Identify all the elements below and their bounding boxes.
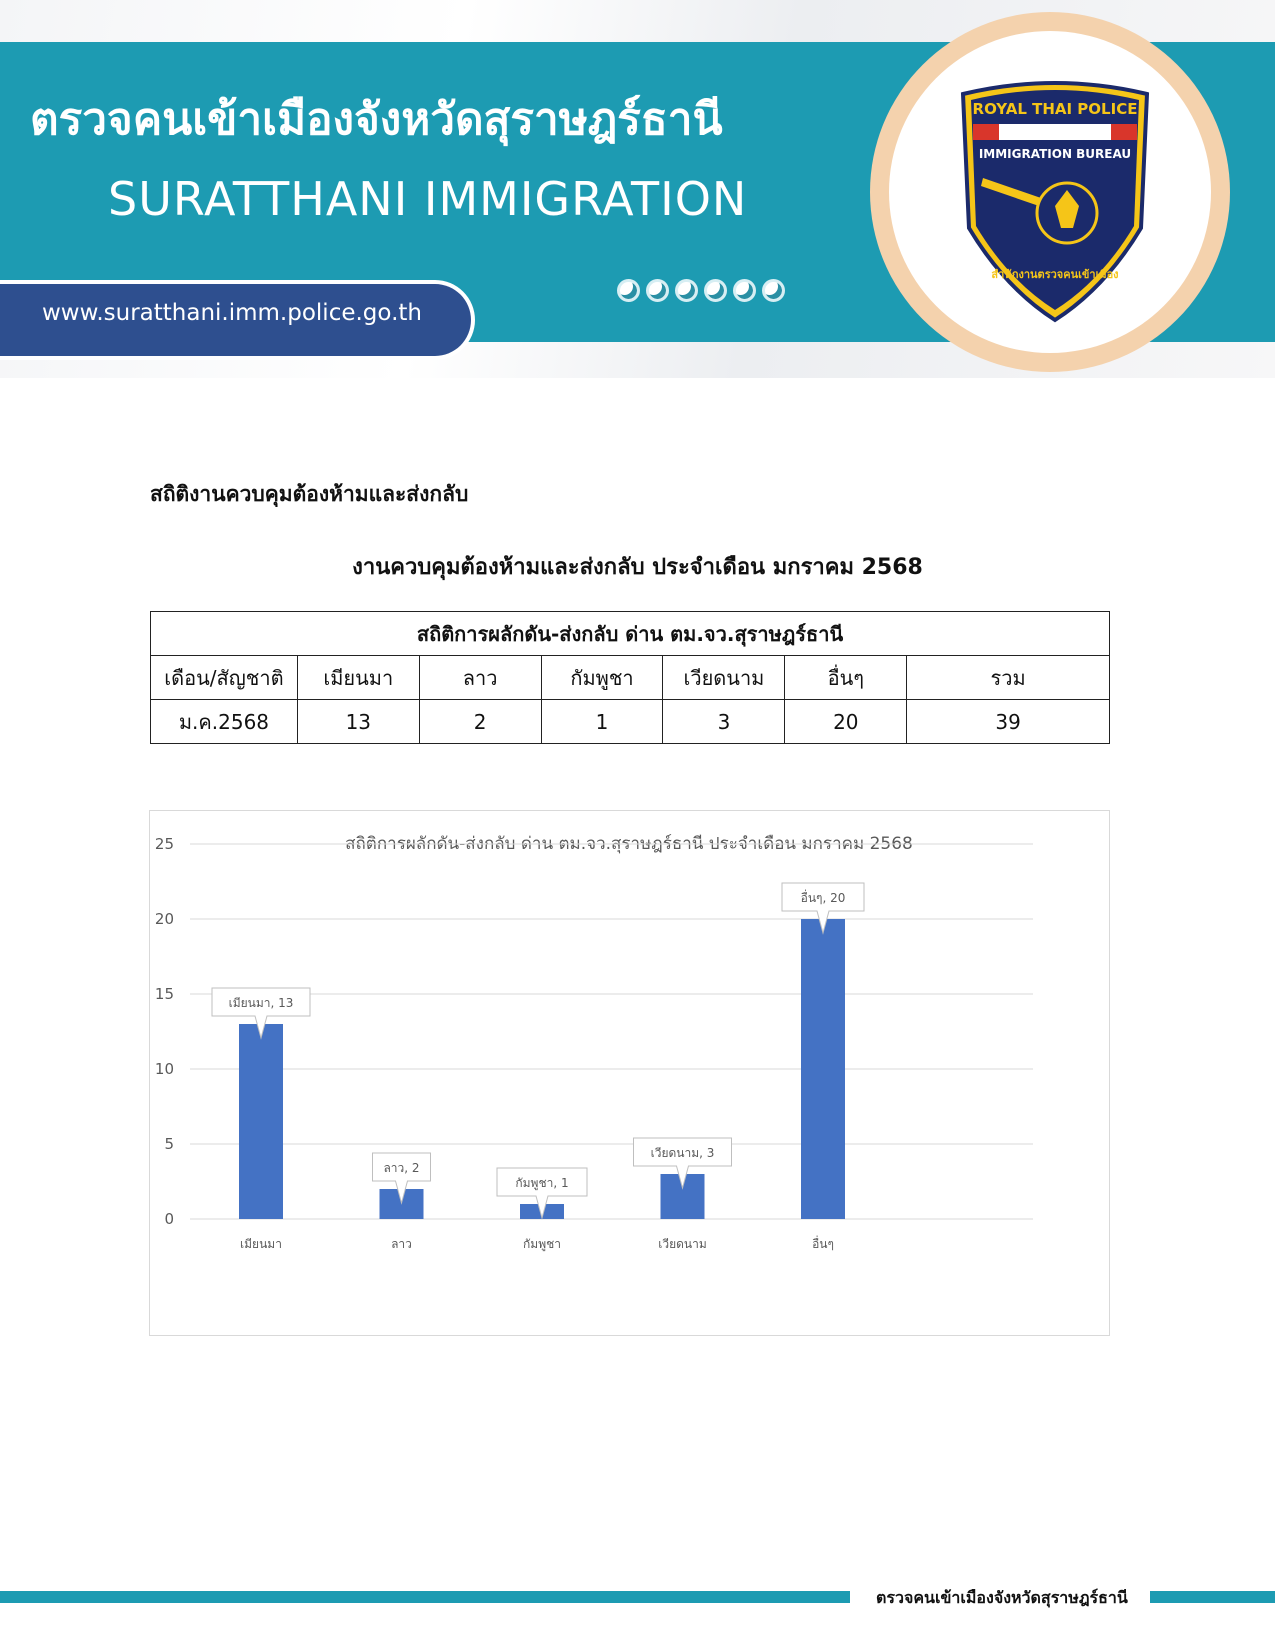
table-cell: 1 — [541, 700, 663, 744]
table-cell: 39 — [907, 700, 1110, 744]
document-subtitle: งานควบคุมต้องห้ามและส่งกลับ ประจำเดือน มกราคม 2568 — [352, 555, 923, 580]
dot-icon — [704, 279, 727, 302]
x-category-label: กัมพูชา — [523, 1237, 561, 1251]
chart-title: สถิติการผลักดัน-ส่งกลับ ด่าน ตม.จว.สุราษฎร์ธานี ประจำเดือน มกราคม 2568 — [345, 834, 913, 854]
table-cell: ม.ค.2568 — [151, 700, 298, 744]
dot-icon — [646, 279, 669, 302]
badge-top-text: ROYAL THAI POLICE — [972, 100, 1138, 118]
dot-icon — [762, 279, 785, 302]
table-caption: สถิติการผลักดัน-ส่งกลับ ด่าน ตม.จว.สุราษฎร์ธานี — [151, 612, 1110, 656]
data-label: กัมพูชา, 1 — [515, 1176, 569, 1190]
y-tick-label: 20 — [154, 910, 174, 928]
dot-icon — [675, 279, 698, 302]
table-header-cell: อื่นๆ — [785, 656, 907, 700]
section-heading: สถิติงานควบคุมต้องห้ามและส่งกลับ — [150, 482, 469, 506]
data-label: ลาว, 2 — [383, 1161, 420, 1175]
data-label: อื่นๆ, 20 — [800, 891, 846, 905]
badge-bottom-text: สำนักงานตรวจคนเข้าเมือง — [991, 268, 1119, 281]
table-header-cell: กัมพูชา — [541, 656, 663, 700]
data-label: เวียดนาม, 3 — [650, 1146, 715, 1160]
website-link[interactable]: www.suratthani.imm.police.go.th — [42, 300, 422, 326]
bar-chart-svg — [150, 811, 1108, 1334]
dot-icon — [617, 279, 640, 302]
y-tick-label: 25 — [154, 835, 174, 853]
y-tick-label: 0 — [164, 1210, 174, 1228]
badge-middle-text: IMMIGRATION BUREAU — [978, 147, 1132, 161]
y-tick-label: 15 — [154, 985, 174, 1003]
table-cell: 2 — [419, 700, 541, 744]
footer-bar-left — [0, 1591, 850, 1603]
x-category-label: เมียนมา — [240, 1237, 282, 1251]
header-title-thai: ตรวจคนเข้าเมืองจังหวัดสุราษฎร์ธานี — [30, 94, 723, 145]
data-label: เมียนมา, 13 — [228, 996, 294, 1010]
footer-bar-right — [1150, 1591, 1275, 1603]
police-badge-icon — [955, 78, 1155, 328]
table-header-cell: ลาว — [419, 656, 541, 700]
x-category-label: เวียดนาม — [658, 1237, 707, 1251]
bar — [239, 1024, 283, 1219]
table-row — [151, 700, 1110, 744]
table-header-cell: รวม — [907, 656, 1110, 700]
table-header-cell: เดือน/สัญชาติ — [151, 656, 298, 700]
dot-icon — [733, 279, 756, 302]
x-category-label: อื่นๆ — [812, 1237, 834, 1251]
x-category-label: ลาว — [391, 1237, 412, 1251]
table-cell: 13 — [297, 700, 419, 744]
y-tick-label: 5 — [164, 1135, 174, 1153]
table-cell: 20 — [785, 700, 907, 744]
table-header-row — [151, 656, 1110, 700]
table-header-cell: เวียดนาม — [663, 656, 785, 700]
bar-chart — [149, 810, 1110, 1336]
table-caption-row — [151, 612, 1110, 656]
table-header-cell: เมียนมา — [297, 656, 419, 700]
table-cell: 3 — [663, 700, 785, 744]
footer-text: ตรวจคนเข้าเมืองจังหวัดสุราษฎร์ธานี — [876, 1588, 1128, 1607]
header-title-english: SURATTHANI IMMIGRATION — [108, 172, 748, 226]
decorative-dots — [617, 279, 785, 302]
statistics-table — [150, 611, 1110, 744]
y-tick-label: 10 — [154, 1060, 174, 1078]
bar — [801, 919, 845, 1219]
